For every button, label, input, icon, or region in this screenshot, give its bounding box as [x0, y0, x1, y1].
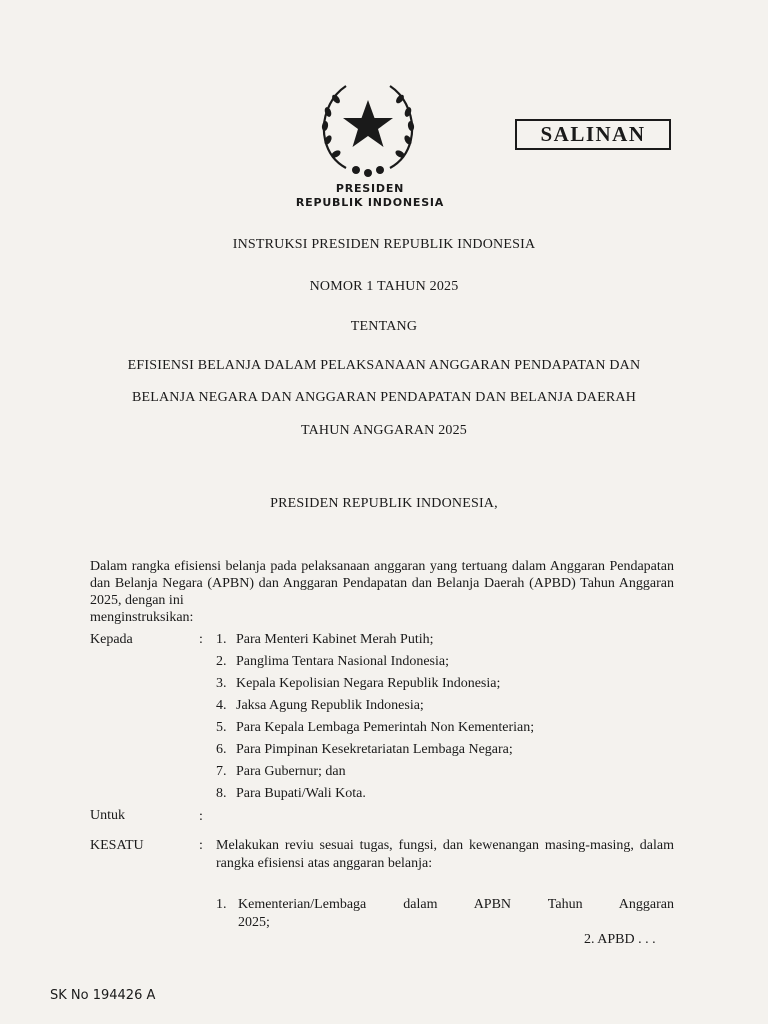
list-item-text: Kepala Kepolisian Negara Republik Indonesia;	[236, 676, 501, 691]
list-item-number: 1.	[216, 632, 227, 647]
kepada-label: Kepada	[90, 632, 133, 647]
kesatu-text: Melakukan reviu sesuai tugas, fungsi, dan kewenangan masing-masing, dalam rangka efisiensi atas anggaran belanja:	[216, 838, 674, 871]
salinan-stamp: SALINAN	[515, 119, 671, 150]
intro-paragraph	[90, 558, 674, 626]
list-item-number: 8.	[216, 786, 227, 801]
presidential-emblem-icon	[316, 78, 420, 178]
list-item-text: Jaksa Agung Republik Indonesia;	[236, 698, 424, 713]
untuk-label: Untuk	[90, 808, 125, 823]
subject-line-2: BELANJA NEGARA DAN ANGGARAN PENDAPATAN DAN BELANJA DAERAH	[131, 390, 637, 405]
issuer-line-1: PRESIDEN	[335, 182, 405, 195]
page-continuation: 2. APBD . . .	[584, 932, 656, 947]
kepada-colon: :	[199, 632, 203, 647]
list-item	[216, 786, 366, 802]
document-number: NOMOR 1 TAHUN 2025	[309, 279, 459, 294]
list-item	[216, 742, 513, 758]
list-item-number: 2.	[216, 654, 227, 669]
list-item	[216, 676, 500, 692]
list-item	[216, 632, 434, 648]
list-item-number: 6.	[216, 742, 227, 757]
list-item-number: 5.	[216, 720, 227, 735]
list-item-text: Para Kepala Lembaga Pemerintah Non Kementerian;	[236, 720, 535, 735]
intro-text: Dalam rangka efisiensi belanja pada pelaksanaan anggaran yang tertuang dalam Anggaran Pendapatan dan Belanja Negara (APBN) dan Anggaran Pendapatan dan Belanja Daerah (APBD) Tahun Anggaran 2025, dengan ini	[90, 559, 674, 608]
subject-line-3: TAHUN ANGGARAN 2025	[300, 423, 467, 438]
subject-line-1: EFISIENSI BELANJA DALAM PELAKSANAAN ANGGARAN PENDAPATAN DAN	[127, 358, 641, 373]
list-item	[216, 654, 449, 670]
kesatu-item-text-cont: 2025;	[238, 915, 270, 930]
list-item	[216, 698, 424, 714]
list-item-text: Panglima Tentara Nasional Indonesia;	[236, 654, 449, 669]
kesatu-list-item	[216, 896, 674, 932]
issuer-address: PRESIDEN REPUBLIK INDONESIA,	[270, 496, 498, 511]
intro-text-last: menginstruksikan:	[90, 610, 194, 625]
document-code: SK No 194426 A	[50, 988, 156, 1003]
list-item-text: Para Pimpinan Kesekretariatan Lembaga Negara;	[236, 742, 513, 757]
kesatu-item-number: 1.	[216, 897, 227, 912]
list-item-text: Para Gubernur; dan	[236, 764, 346, 779]
list-item-text: Para Menteri Kabinet Merah Putih;	[236, 632, 434, 647]
list-item-text: Para Bupati/Wali Kota.	[236, 786, 366, 801]
list-item-number: 7.	[216, 764, 227, 779]
kesatu-colon: :	[199, 838, 203, 853]
kesatu-item-text: Kementerian/Lembaga dalam APBN Tahun Anggaran	[238, 897, 674, 912]
list-item-number: 3.	[216, 676, 227, 691]
issuer-line-2: REPUBLIK INDONESIA	[295, 196, 445, 209]
kesatu-label: KESATU	[90, 838, 144, 853]
list-item	[216, 720, 534, 736]
list-item-number: 4.	[216, 698, 227, 713]
document-title: INSTRUKSI PRESIDEN REPUBLIK INDONESIA	[232, 237, 536, 252]
untuk-colon: :	[199, 809, 203, 824]
about-heading: TENTANG	[350, 319, 418, 334]
list-item	[216, 764, 346, 780]
